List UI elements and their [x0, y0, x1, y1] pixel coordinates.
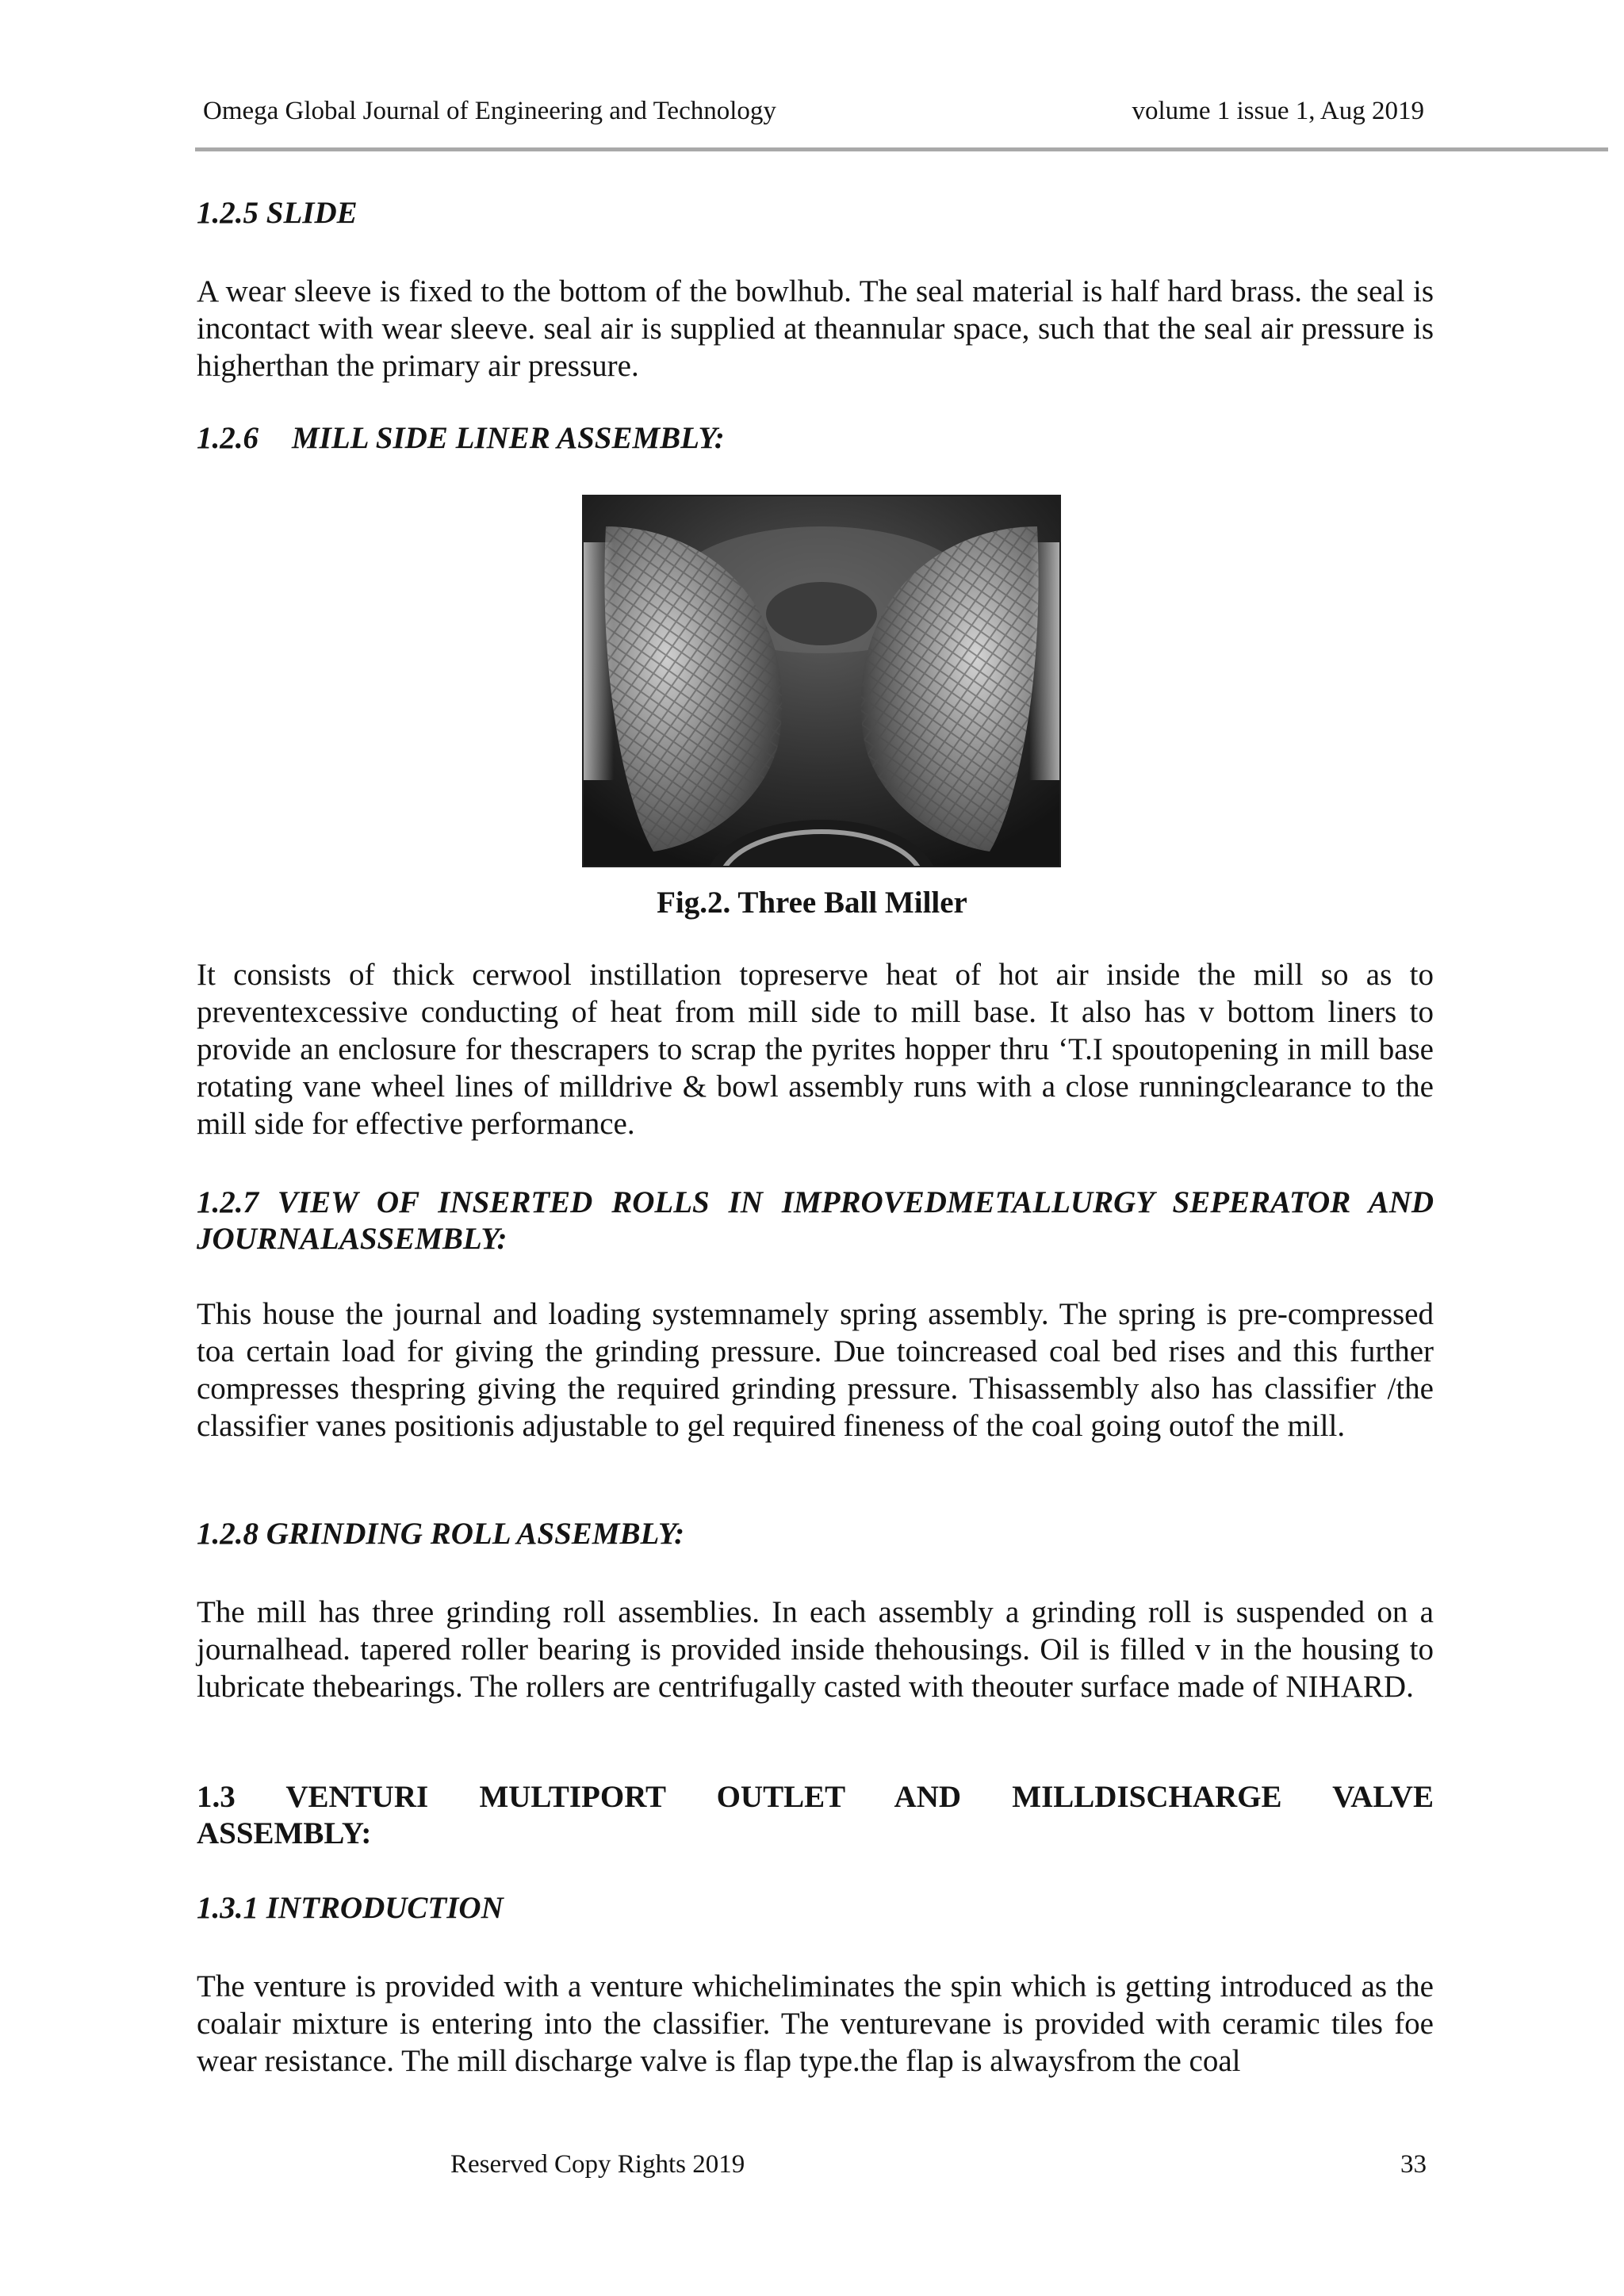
- section-1-2-8-body: [197, 1594, 1434, 1705]
- paragraph: This house the journal and loading systemnamely spring assembly. The spring is pre-compressed toa certain load for giving the grinding pressure. Due toincreased coal bed rises and this further compresses thespring giving the required grinding pressure. Thisassembly also has classifier /the classifier vanes positionis adjustable to gel required fineness of the coal going outof the mill.: [197, 1297, 1434, 1443]
- running-header: [203, 97, 1424, 132]
- section-heading: 1.2.7 VIEW OF INSERTED ROLLS IN IMPROVEDMETALLURGY SEPERATOR AND JOURNALASSEMBLY:: [197, 1185, 1434, 1256]
- page-number: 33: [1400, 2150, 1427, 2179]
- paragraph: It consists of thick cerwool instillation topreserve heat of hot air inside the mill so as to preventexcessive conducting of heat from mill side to mill base. It also has v bottom liners to provide an enclosure for thescrapers to scrap the pyrites hopper thru ‘T.I spoutopening in mill base rotating vane wheel lines of milldrive & bowl assembly runs with a close runningclearance to the mill side for effective performance.: [197, 958, 1434, 1141]
- section-1-3-1-body: [197, 1968, 1434, 2080]
- section-heading: 1.2.8 GRINDING ROLL ASSEMBLY:: [197, 1517, 685, 1551]
- section-heading: [197, 1779, 1434, 1852]
- volume-info: volume 1 issue 1, Aug 2019: [1132, 97, 1424, 125]
- section-1-2-7-body: [197, 1295, 1434, 1445]
- section-1-2-8: [197, 1516, 1434, 1552]
- section-1-2-7: [197, 1184, 1434, 1257]
- figure-three-ball-miller-photo: [582, 495, 1061, 867]
- section-1-2-6: [197, 420, 1434, 457]
- paragraph: The mill has three grinding roll assemblies. In each assembly a grinding roll is suspended on a journalhead. tapered roller bearing is provided inside thehousings. Oil is filled v in the housing to lubricate thebearings. The rollers are centrifugally casted with theouter surface made of NIHARD.: [197, 1595, 1434, 1704]
- heading-line-1: 1.3 VENTURI MULTIPORT OUTLET AND MILLDISCHARGE VALVE: [197, 1780, 1434, 1814]
- section-heading: [197, 420, 1434, 457]
- section-heading: 1.3.1 INTRODUCTION: [197, 1891, 504, 1925]
- header-divider: [195, 147, 1608, 151]
- paragraph: A wear sleeve is fixed to the bottom of the bowlhub. The seal material is half hard brass. the seal is incontact with wear sleeve. seal air is supplied at theannular space, such that the seal air pressure is higherthan the primary air pressure.: [197, 274, 1434, 383]
- copyright-notice: Reserved Copy Rights 2019: [450, 2150, 745, 2179]
- section-1-3: [197, 1779, 1434, 1852]
- section-1-2-5: [197, 195, 1434, 232]
- section-1-3-1: [197, 1890, 1434, 1927]
- section-number: 1.2.6: [197, 421, 259, 455]
- section-heading: 1.2.5 SLIDE: [197, 196, 358, 230]
- paragraph: The venture is provided with a venture whicheliminates the spin which is getting introduced as the coalair mixture is entering into the classifier. The venturevane is provided with ceramic tiles foe wear resistance. The mill discharge valve is flap type.the flap is alwaysfrom the coal: [197, 1969, 1434, 2078]
- figure-caption: Fig.2. Three Ball Miller: [657, 886, 967, 920]
- journal-name: Omega Global Journal of Engineering and Technology: [203, 97, 776, 125]
- heading-line-2: ASSEMBLY:: [197, 1816, 372, 1850]
- section-1-2-6-body: [197, 956, 1434, 1142]
- mill-photo-image: [582, 495, 1061, 867]
- section-1-2-5-body: [197, 273, 1434, 385]
- section-title: MILL SIDE LINER ASSEMBLY:: [292, 421, 725, 455]
